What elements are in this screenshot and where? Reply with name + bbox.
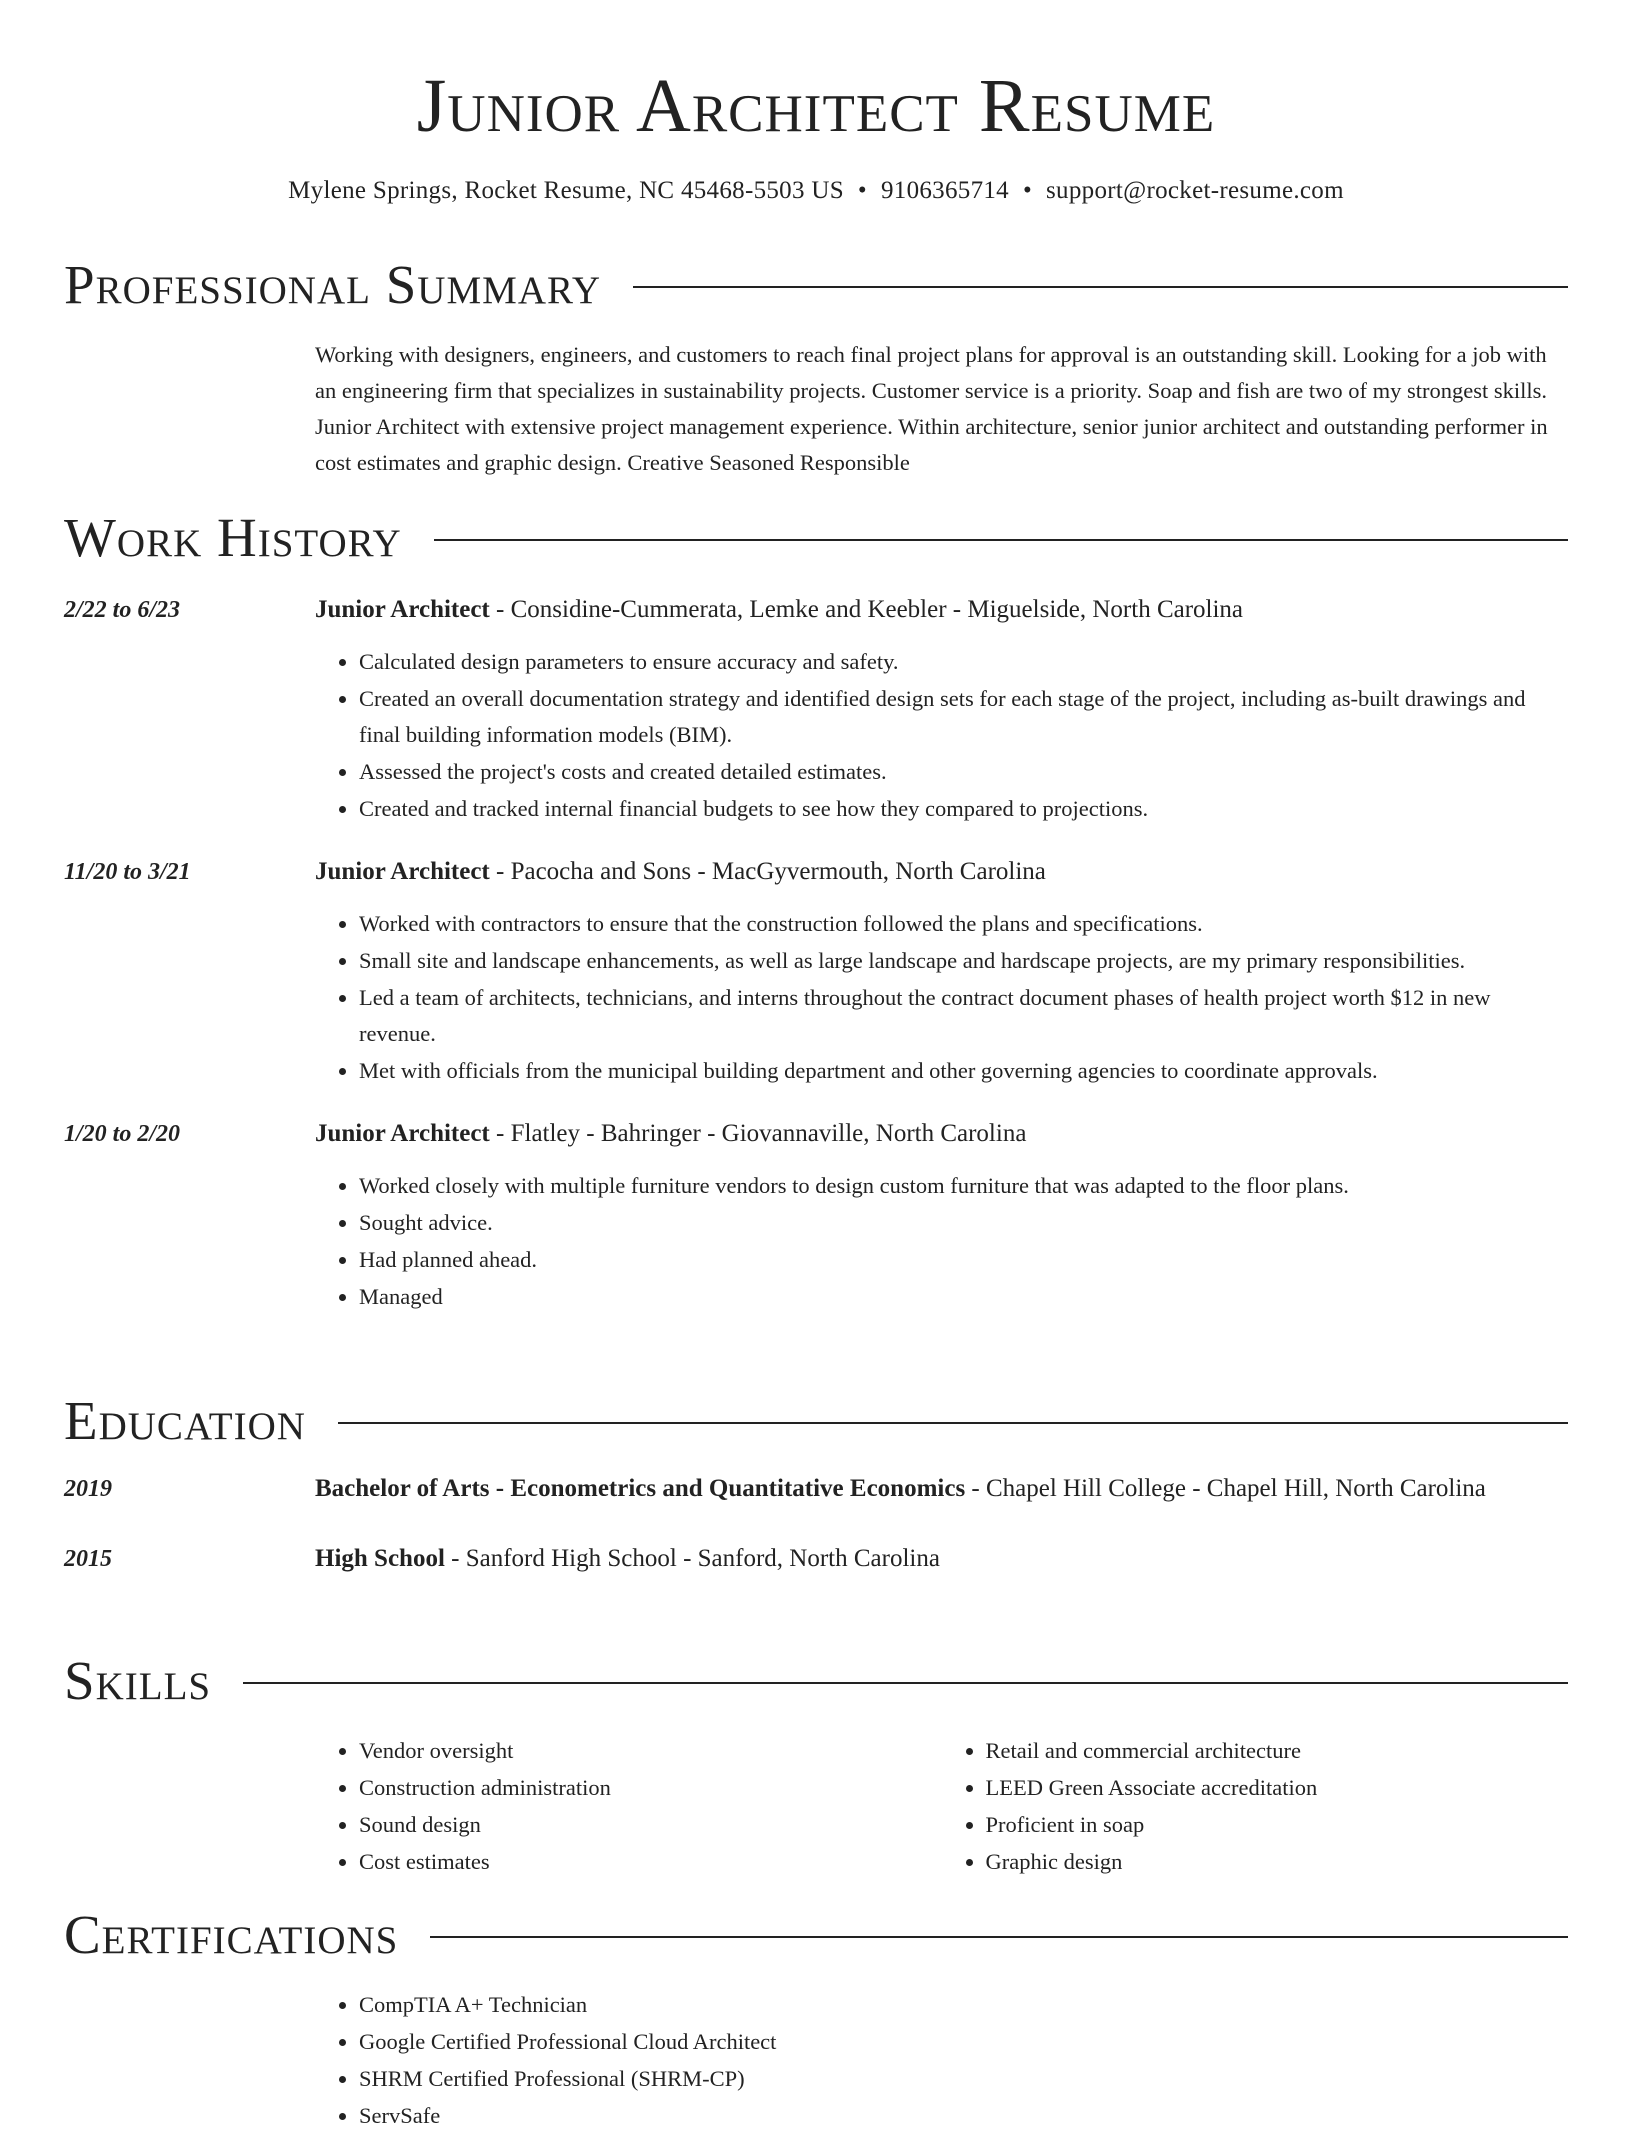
- skill-item: • Vendor oversight: [359, 1733, 942, 1769]
- section-divider: [430, 1936, 1568, 1938]
- skill-item: • Graphic design: [986, 1844, 1569, 1880]
- job-bullet: • Worked closely with multiple furniture vendors to design custom furniture that was adapted to the floor plans.: [359, 1168, 1568, 1204]
- job-entry: [64, 590, 1568, 828]
- skills-heading: [64, 1651, 1568, 1711]
- certification-item: • SHRM Certified Professional (SHRM-CP): [359, 2061, 1568, 2097]
- contact-line: [0, 174, 1632, 208]
- section-divider: [434, 539, 1568, 541]
- job-bullet: • Created and tracked internal financial budgets to see how they compared to projections.: [359, 791, 1568, 827]
- education-entry: [64, 1469, 1568, 1509]
- education-heading: [64, 1391, 1568, 1451]
- job-main: [315, 852, 1568, 1090]
- work-history-section: [64, 508, 1568, 1316]
- job-dates: 1/20 to 2/20: [64, 1121, 181, 1147]
- job-bullets: [315, 906, 1568, 1089]
- education-main: [315, 1469, 1568, 1509]
- job-entry: [64, 1114, 1568, 1316]
- contact-separator: •: [857, 177, 867, 204]
- education-degree: High School: [315, 1545, 445, 1572]
- skills-left-list: [315, 1733, 942, 1881]
- education-line: [315, 1469, 1568, 1509]
- education-line: [315, 1539, 1568, 1579]
- skill-item: • Proficient in soap: [986, 1807, 1569, 1843]
- section-divider: [338, 1422, 1568, 1424]
- job-title-line: [315, 1114, 1568, 1154]
- education-year: 2019: [64, 1476, 112, 1502]
- certification-item: • CompTIA A+ Technician: [359, 1987, 1568, 2023]
- job-bullet: • Led a team of architects, technicians, and interns throughout the contract document phases of health project worth $12 in new revenue.: [359, 980, 1568, 1052]
- contact-address: Mylene Springs, Rocket Resume, NC 45468-5503 US: [288, 177, 844, 204]
- summary-text: Working with designers, engineers, and customers to reach final project plans for approval is an outstanding skill. Looking for a job with an engineering firm that specializes in sustainability projects. Customer service is a priority. Soap and fish are two of my strongest skills. Junior Architect with extensive project management experience. Within architecture, senior junior architect and outstanding performer in cost estimates and graphic design. Creative Seasoned Responsible: [315, 342, 1548, 475]
- education-main: [315, 1539, 1568, 1579]
- job-title: Junior Architect: [315, 858, 490, 885]
- job-bullets: [315, 644, 1568, 827]
- skills-section: [64, 1651, 1568, 1881]
- job-main: [315, 1114, 1568, 1316]
- skill-item: • Retail and commercial architecture: [986, 1733, 1569, 1769]
- job-details: - Flatley - Bahringer - Giovannaville, North Carolina: [489, 1120, 1027, 1147]
- job-bullets: [315, 1168, 1568, 1315]
- education-details: - Sanford High School - Sanford, North Carolina: [444, 1545, 940, 1572]
- section-divider: [243, 1682, 1568, 1684]
- job-bullet: • Worked with contractors to ensure that the construction followed the plans and specifications.: [359, 906, 1568, 942]
- education-degree: Bachelor of Arts - Econometrics and Quantitative Economics: [315, 1475, 966, 1502]
- job-dates: 11/20 to 3/21: [64, 859, 191, 885]
- job-bullet: • Managed: [359, 1279, 1568, 1315]
- job-title-line: [315, 852, 1568, 892]
- skill-item: • Cost estimates: [359, 1844, 942, 1880]
- section-divider: [633, 286, 1568, 288]
- job-bullet: • Assessed the project's costs and created detailed estimates.: [359, 754, 1568, 790]
- contact-email: support@rocket-resume.com: [1046, 177, 1344, 204]
- section-title: Education: [64, 1390, 306, 1451]
- job-title: Junior Architect: [315, 1120, 490, 1147]
- section-title: Professional Summary: [64, 254, 602, 315]
- skills-right-list: [942, 1733, 1569, 1881]
- job-dates: 2/22 to 6/23: [64, 597, 181, 623]
- job-bullet: • Had planned ahead.: [359, 1242, 1568, 1278]
- skill-item: • Construction administration: [359, 1770, 942, 1806]
- education-year: 2015: [64, 1546, 112, 1572]
- job-details: - Considine-Cummerata, Lemke and Keebler - Miguelside, North Carolina: [489, 596, 1244, 623]
- job-title-line: [315, 590, 1568, 630]
- contact-separator: •: [1022, 177, 1033, 204]
- job-main: [315, 590, 1568, 828]
- job-details: - Pacocha and Sons - MacGyvermouth, North Carolina: [489, 858, 1046, 885]
- job-bullet: • Sought advice.: [359, 1205, 1568, 1241]
- certification-item: • ServSafe: [359, 2098, 1568, 2134]
- work-history-heading: [64, 508, 1568, 568]
- job-bullet: • Created an overall documentation strategy and identified design sets for each stage of the project, including as-built drawings and final building information models (BIM).: [359, 681, 1568, 753]
- section-title: Skills: [64, 1650, 212, 1711]
- education-entry: [64, 1539, 1568, 1579]
- contact-phone: 9106365714: [880, 177, 1009, 204]
- job-bullet: • Small site and landscape enhancements, as well as large landscape and hardscape projects, are my primary responsibilities.: [359, 943, 1568, 979]
- skill-item: • LEED Green Associate accreditation: [986, 1770, 1569, 1806]
- certification-item: • Google Certified Professional Cloud Architect: [359, 2024, 1568, 2060]
- education-details: - Chapel Hill College - Chapel Hill, North Carolina: [965, 1475, 1486, 1502]
- job-bullet: • Met with officials from the municipal building department and other governing agencies to coordinate approvals.: [359, 1053, 1568, 1089]
- summary-heading: [64, 255, 1568, 315]
- job-title: Junior Architect: [315, 596, 490, 623]
- summary-section: [64, 255, 1568, 481]
- resume-title: Junior Architect Resume: [416, 64, 1216, 148]
- skill-item: • Sound design: [359, 1807, 942, 1843]
- section-title: Work History: [64, 507, 402, 568]
- job-bullet: • Calculated design parameters to ensure accuracy and safety.: [359, 644, 1568, 680]
- job-entry: [64, 852, 1568, 1090]
- certifications-section: [64, 1905, 1568, 2135]
- section-title: Certifications: [64, 1904, 399, 1965]
- skills-grid: [315, 1733, 1568, 1881]
- education-section: [64, 1391, 1568, 1579]
- certifications-heading: [64, 1905, 1568, 1965]
